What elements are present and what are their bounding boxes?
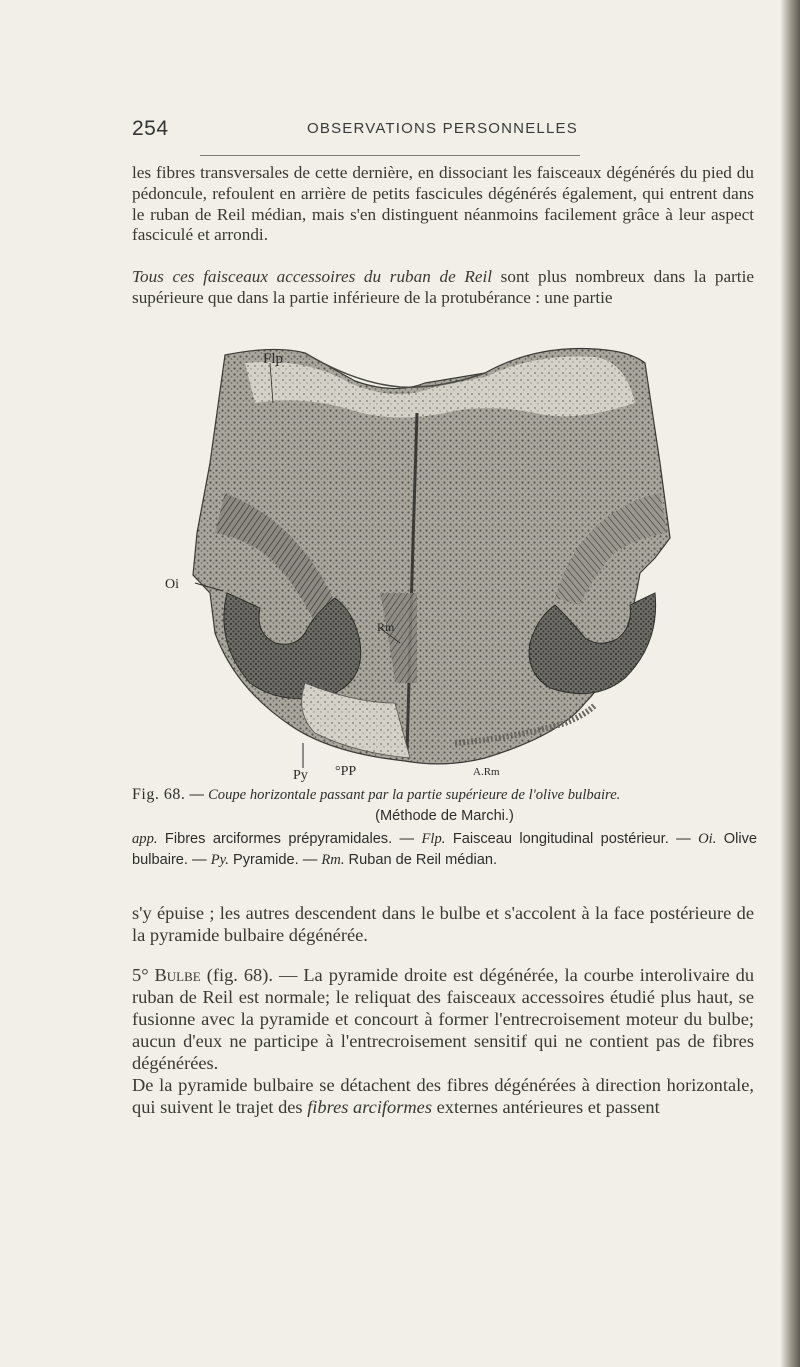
histology-section-illustration (155, 343, 755, 783)
page-header (132, 117, 752, 147)
paragraph-2: s'y épuise ; les autres descendent dans le bulbe et s'accolent à la face postérieure de la pyramide bulbaire dégénérée. (132, 903, 754, 945)
label-oi: Oi (165, 577, 179, 592)
legend-abbr: Py. (210, 852, 229, 868)
page-edge-shadow (780, 0, 800, 1367)
legend-abbr: app. (132, 831, 158, 847)
figure-title: Coupe horizontale passant par la partie supérieure de l'olive bulbaire. (208, 787, 621, 803)
legend-desc: Ruban de Reil médian. (344, 852, 498, 868)
paragraph-1b-italic: Tous ces faisceaux accessoires du ruban de Reil (132, 267, 493, 286)
legend-abbr: Flp. (421, 831, 446, 847)
paragraph-3-body: (fig. 68). — La pyramide droite est dégénérée, la courbe interolivaire du ruban de Reil est normale; le reliquat des faisceaux accessoires étudié plus haut, se fusionne avec la pyramide et concourt à former l'entrecroisement moteur du bulbe; aucun d'eux ne participe à l'entrecroisement sensitif qui ne contient pas de fibres dégénérées. (132, 965, 755, 1073)
label-rm: Rm (377, 620, 395, 634)
paragraph-3 (132, 964, 754, 1118)
label-flp: Flp (263, 351, 284, 367)
legend-desc: Faisceau longitudinal postérieur. — (445, 831, 699, 847)
legend-abbr: Rm. (321, 852, 345, 868)
figure-label: Fig. 68. (132, 786, 186, 803)
paragraph-1b (132, 267, 754, 309)
page-number: 254 (132, 117, 169, 140)
paragraph-4-end: externes antérieures et passent (432, 1097, 660, 1117)
figure-legend (132, 829, 757, 871)
legend-desc: Fibres arciformes prépyramidales. — (157, 831, 422, 847)
label-py: Py (293, 768, 308, 783)
running-title: OBSERVATIONS PERSONNELLES (307, 120, 578, 137)
caption-title-line: Fig. 68. — Coupe horizontale passant par la partie supérieure de l'olive bulbaire. (132, 786, 621, 803)
header-rule (200, 155, 580, 156)
legend-abbr: Oi. (698, 831, 717, 847)
figure-caption (132, 784, 757, 871)
legend-desc: Pyramide. — (228, 852, 322, 868)
legend-desc: Olive bulbaire. — (132, 831, 757, 868)
paragraph-4-italic: fibres arciformes (307, 1097, 432, 1117)
paragraph-1b-rest: sont plus nombreux dans la partie supérieure que dans la partie inférieure de la protubérance : une partie (132, 267, 754, 307)
figure-method: (Méthode de Marchi.) (375, 808, 514, 824)
section-heading-bulbe: 5° Bulbe (132, 965, 201, 985)
figure-68 (155, 343, 755, 783)
paragraph-1: les fibres transversales de cette dernière, en dissociant les faisceaux dégénérés du pied du pédoncule, refoulent en arrière de petits fascicules dégénérés également, qui entrent dans le ruban de Reil médian, mais s'en distinguent néanmoins facilement grâce à leur aspect fasciculé et arrondi. (132, 163, 754, 245)
label-pp: °PP (335, 764, 357, 779)
label-app: A.Rm (473, 766, 500, 778)
paragraph-4-start: De la pyramide bulbaire se détachent des fibres dégénérées à direction horizontale, qui suivent le trajet des (132, 1075, 754, 1117)
